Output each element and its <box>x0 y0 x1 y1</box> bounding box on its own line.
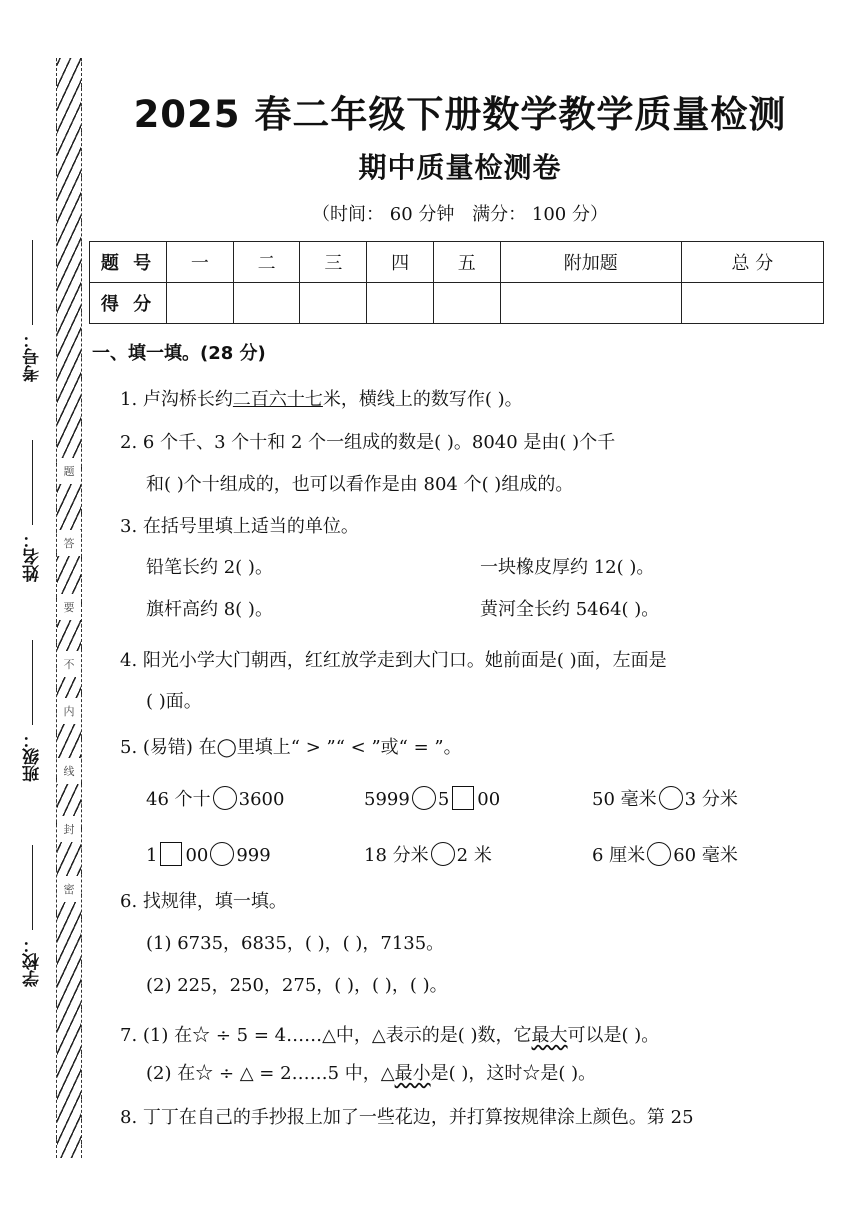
score-table-score-row <box>90 283 824 324</box>
exam-time-info <box>110 200 810 226</box>
name-label: 姓名： <box>23 531 43 582</box>
emphasis-text: 最大 <box>531 1025 568 1046</box>
emphasis-text: 最小 <box>394 1063 431 1084</box>
digit-box[interactable] <box>452 786 474 810</box>
underlined-number-words: 二百六十七 <box>232 389 323 410</box>
question-7-part-2: (2) 在☆ ÷ △ = 2……5 中，△最小是( )，这时☆是( )。 <box>146 1063 597 1084</box>
score-cell[interactable] <box>681 283 823 324</box>
table-column-header: 一 <box>167 242 234 283</box>
page-subtitle: 期中质量检测卷 <box>358 151 562 184</box>
binding-label: 线 <box>57 758 81 784</box>
binding-label: 封 <box>57 816 81 842</box>
question-4-line-1: 4. 阳光小学大门朝西，红红放学走到大门口。她前面是( )面，左面是 <box>120 650 667 671</box>
table-row-label: 得 分 <box>90 283 167 324</box>
question-6-item: (2) 225，250，275，( )，( )，( )。 <box>146 975 448 996</box>
binding-label: 题 <box>57 458 81 484</box>
compare-item: 46 个十 3600 <box>146 786 284 813</box>
binding-label: 密 <box>57 876 81 902</box>
question-8: 8. 丁丁在自己的手抄报上加了一些花边，并打算按规律涂上颜色。第 25 <box>120 1107 694 1128</box>
compare-circle[interactable] <box>412 786 436 810</box>
table-column-header: 三 <box>300 242 367 283</box>
question-3-item: 旗杆高约 8( )。 <box>146 599 273 620</box>
table-header-label: 题 号 <box>90 242 167 283</box>
question-6-item: (1) 6735，6835，( )，( )，7135。 <box>146 933 445 954</box>
compare-circle[interactable] <box>647 842 671 866</box>
table-column-header: 总 分 <box>681 242 823 283</box>
compare-item: 50 毫米 3 分米 <box>592 786 738 813</box>
question-2-line-2: 和( )个十组成的，也可以看作是由 804 个( )组成的。 <box>146 474 574 495</box>
binding-label: 不 <box>57 651 81 677</box>
score-cell[interactable] <box>367 283 434 324</box>
binding-label: 内 <box>57 698 81 724</box>
time-text: （时间： 60 分钟 <box>312 204 455 225</box>
compare-circle[interactable] <box>659 786 683 810</box>
school-label: 学校： <box>23 936 43 987</box>
digit-box[interactable] <box>160 842 182 866</box>
question-1: 1. 卢沟桥长约二百六十七米，横线上的数写作( )。 <box>120 389 523 410</box>
name-field[interactable] <box>20 440 45 582</box>
compare-circle[interactable] <box>210 842 234 866</box>
question-3-item: 铅笔长约 2( )。 <box>146 557 273 578</box>
full-score-text: 满分： 100 分） <box>472 204 608 225</box>
compare-item: 1 00 999 <box>146 842 271 869</box>
question-7-part-1: 7. (1) 在☆ ÷ 5 = 4……△中，△表示的是( )数，它最大可以是( )。 <box>120 1025 660 1046</box>
question-2-line-1: 2. 6 个千、3 个十和 2 个一组成的数是( )。8040 是由( )个千 <box>120 432 616 453</box>
score-cell[interactable] <box>500 283 681 324</box>
section-title: 一、填一填。(28 分) <box>92 343 266 364</box>
score-cell[interactable] <box>300 283 367 324</box>
question-6: 6. 找规律，填一填。 <box>120 891 287 912</box>
table-column-header: 二 <box>233 242 300 283</box>
compare-item: 18 分米 2 米 <box>364 842 492 869</box>
class-field[interactable] <box>20 640 45 782</box>
table-column-header: 附加题 <box>500 242 681 283</box>
exam-number-label: 考号： <box>23 331 43 382</box>
exam-number-field[interactable] <box>20 240 45 382</box>
score-cell[interactable] <box>433 283 500 324</box>
compare-circle[interactable] <box>431 842 455 866</box>
school-field[interactable] <box>20 845 45 987</box>
compare-item: 5999 5 00 <box>364 786 500 813</box>
binding-strip <box>56 58 82 1158</box>
binding-label: 要 <box>57 594 81 620</box>
question-4-line-2: ( )面。 <box>146 691 202 712</box>
page-title: 2025 春二年级下册数学教学质量检测 <box>133 93 787 136</box>
question-5: 5. (易错) 在◯里填上“ > ”“ < ”或“ = ”。 <box>120 737 462 758</box>
compare-item: 6 厘米 60 毫米 <box>592 842 738 869</box>
table-column-header: 五 <box>433 242 500 283</box>
table-column-header: 四 <box>367 242 434 283</box>
score-table-header-row <box>90 242 824 283</box>
compare-circle[interactable] <box>213 786 237 810</box>
question-3-item: 黄河全长约 5464( )。 <box>480 599 660 620</box>
class-label: 班级： <box>23 731 43 782</box>
binding-label: 答 <box>57 530 81 556</box>
question-3-item: 一块橡皮厚约 12( )。 <box>480 557 655 578</box>
score-cell[interactable] <box>167 283 234 324</box>
question-3: 3. 在括号里填上适当的单位。 <box>120 516 359 537</box>
score-table <box>89 241 824 324</box>
score-cell[interactable] <box>233 283 300 324</box>
